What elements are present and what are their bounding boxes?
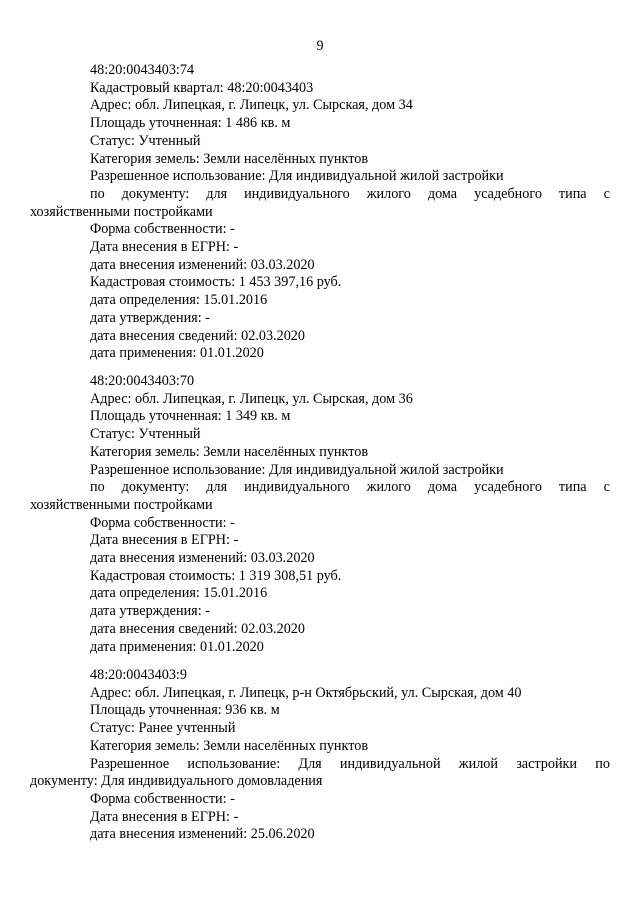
status: Статус: Ранее учтенный (90, 720, 236, 737)
ownership-form: Форма собственности: - (90, 790, 235, 807)
address: Адрес: обл. Липецкая, г. Липецк, ул. Сырская, дом 34 (90, 97, 413, 114)
cadastral-value: Кадастровая стоимость: 1 319 308,51 руб. (90, 567, 342, 584)
record-block (30, 667, 610, 844)
cadastral-quarter: Кадастровый квартал: 48:20:0043403 (90, 79, 314, 96)
land-category: Категория земель: Земли населённых пунктов (90, 443, 369, 460)
by-document-line: по документу: для индивидуального жилого дома усадебного типа с (90, 479, 610, 496)
cadastral-number: 48:20:0043403:74 (90, 62, 195, 78)
address: Адрес: обл. Липецкая, г. Липецк, ул. Сырская, дом 36 (90, 390, 413, 407)
egrn-date: Дата внесения в ЕГРН: - (90, 239, 239, 256)
cadastral-number: 48:20:0043403:70 (90, 373, 195, 389)
approval-date: дата утверждения: - (90, 603, 210, 620)
approval-date: дата утверждения: - (90, 309, 210, 326)
by-document-line: по документу: для индивидуального жилого дома усадебного типа с (90, 185, 610, 202)
record-block (30, 62, 610, 363)
permitted-use: Разрешенное использование: Для индивидуальной жилой застройки (90, 461, 504, 478)
by-document-continuation: хозяйственными постройками (30, 203, 213, 220)
area: Площадь уточненная: 1 349 кв. м (90, 408, 291, 425)
info-date: дата внесения сведений: 02.03.2020 (90, 327, 305, 344)
area: Площадь уточненная: 936 кв. м (90, 702, 280, 719)
changes-date: дата внесения изменений: 03.03.2020 (90, 550, 315, 567)
egrn-date: Дата внесения в ЕГРН: - (90, 532, 239, 549)
permitted-use: Разрешенное использование: Для индивидуальной жилой застройки (90, 168, 504, 185)
application-date: дата применения: 01.01.2020 (90, 638, 264, 655)
land-category: Категория земель: Земли населённых пунктов (90, 150, 369, 167)
application-date: дата применения: 01.01.2020 (90, 345, 264, 362)
status: Статус: Учтенный (90, 426, 201, 443)
ownership-form: Форма собственности: - (90, 221, 235, 238)
status: Статус: Учтенный (90, 132, 201, 149)
address: Адрес: обл. Липецкая, г. Липецк, р-н Октябрьский, ул. Сырская, дом 40 (90, 684, 522, 701)
changes-date: дата внесения изменений: 03.03.2020 (90, 256, 315, 273)
cadastral-value: Кадастровая стоимость: 1 453 397,16 руб. (90, 274, 342, 291)
by-document-continuation: хозяйственными постройками (30, 496, 213, 513)
land-category: Категория земель: Земли населённых пунктов (90, 737, 369, 754)
egrn-date: Дата внесения в ЕГРН: - (90, 808, 239, 825)
area: Площадь уточненная: 1 486 кв. м (90, 115, 291, 132)
determination-date: дата определения: 15.01.2016 (90, 292, 268, 309)
permitted-use-continuation: документу: Для индивидуального домовладения (30, 773, 323, 790)
permitted-use: Разрешенное использование: Для индивидуальной жилой застройки по (90, 755, 610, 772)
cadastral-number: 48:20:0043403:9 (90, 667, 187, 683)
determination-date: дата определения: 15.01.2016 (90, 585, 268, 602)
page-number: 9 (316, 38, 324, 54)
info-date: дата внесения сведений: 02.03.2020 (90, 620, 305, 637)
changes-date: дата внесения изменений: 25.06.2020 (90, 826, 315, 843)
record-block (30, 373, 610, 656)
ownership-form: Форма собственности: - (90, 514, 235, 531)
